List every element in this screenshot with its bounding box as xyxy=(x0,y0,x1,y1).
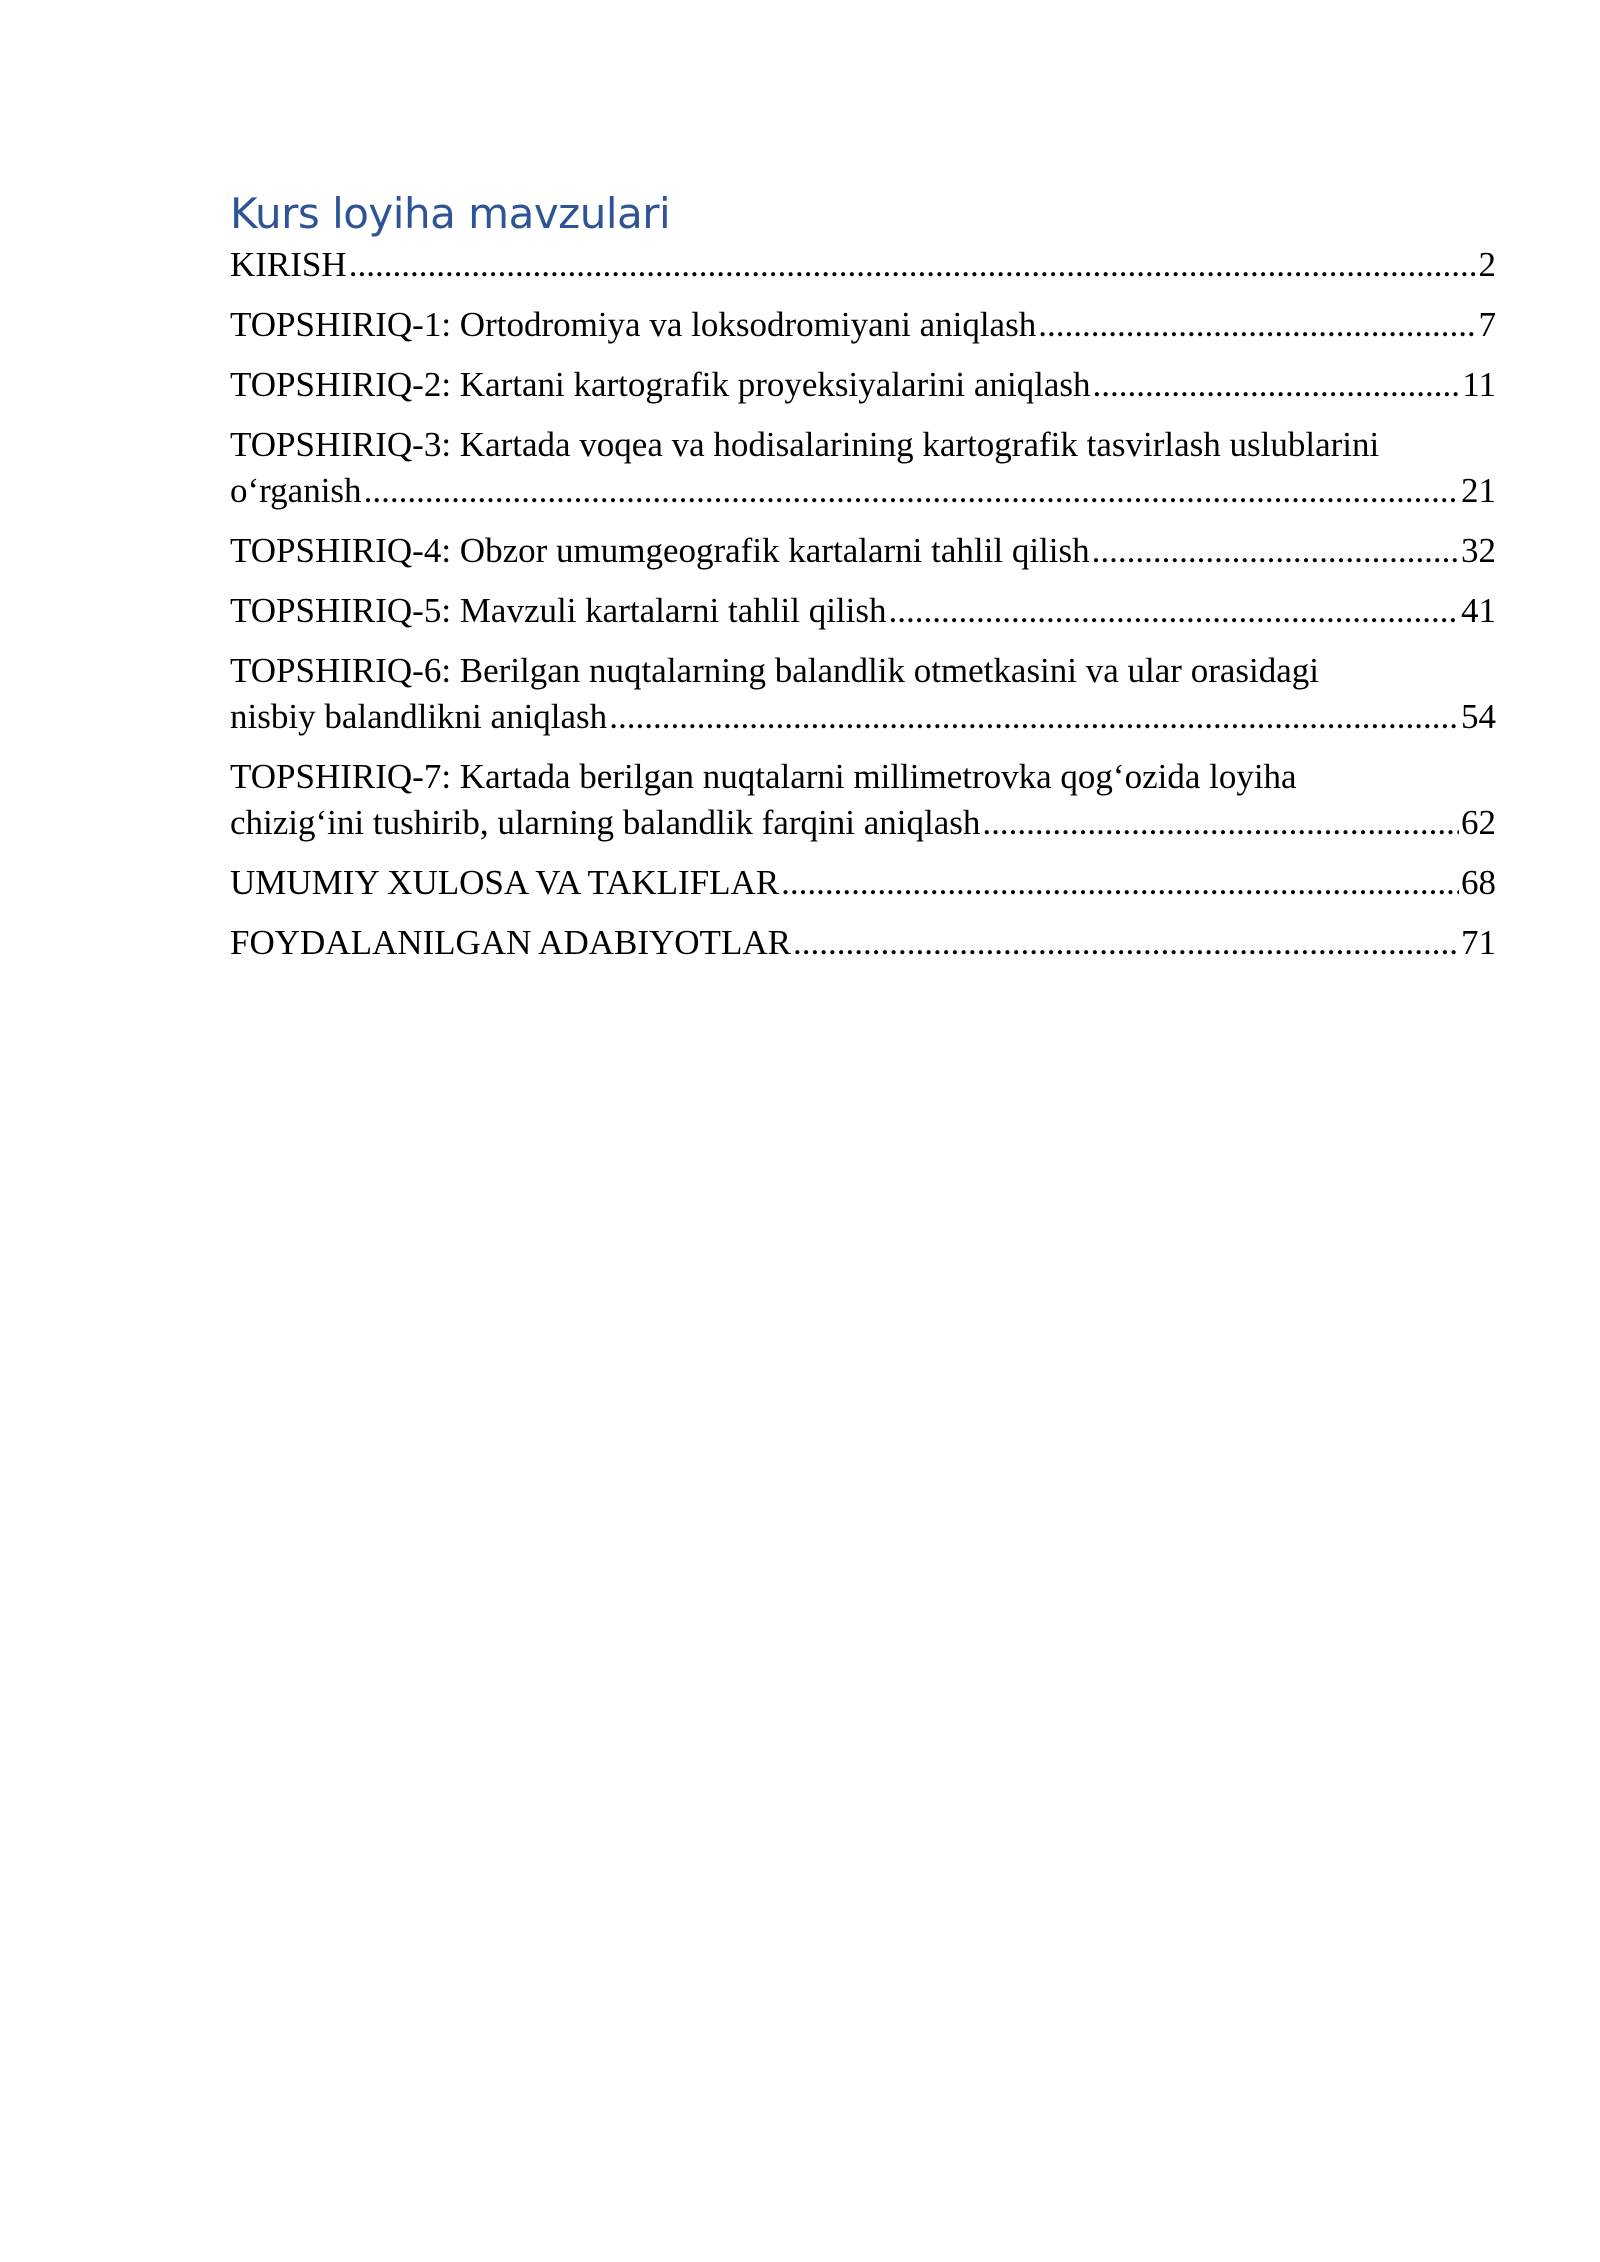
dot-leader xyxy=(349,242,1477,288)
toc-entry-last-line xyxy=(230,694,1496,740)
toc-entry[interactable] xyxy=(230,362,1496,408)
toc-entry-last-line xyxy=(230,920,1496,966)
toc-entry-text-line: TOPSHIRIQ-1: Ortodromiya va loksodromiyani aniqlash xyxy=(230,305,1037,344)
toc-entry-text-line: TOPSHIRIQ-6: Berilgan nuqtalarning balandlik otmetkasini va ular orasidagi xyxy=(230,651,1319,690)
toc-page-number: 62 xyxy=(1461,803,1496,842)
toc-entry[interactable] xyxy=(230,920,1496,966)
toc-page-number: 2 xyxy=(1478,245,1496,284)
dot-leader xyxy=(1093,362,1461,408)
toc-entry-last-line xyxy=(230,528,1496,574)
dot-leader xyxy=(609,694,1459,740)
toc-page-number: 7 xyxy=(1478,305,1496,344)
toc-page-number: 41 xyxy=(1461,591,1496,630)
toc-entry-text-line: o‘rganish xyxy=(230,471,362,510)
toc-entry-last-line xyxy=(230,468,1496,514)
toc-entry-text-line: TOPSHIRIQ-7: Kartada berilgan nuqtalarni millimetrovka qog‘ozida loyiha xyxy=(230,757,1297,796)
table-of-contents xyxy=(230,186,1496,980)
dot-leader xyxy=(1038,302,1476,348)
toc-entry-text-line: KIRISH xyxy=(230,245,347,284)
toc-entry-last-line xyxy=(230,800,1496,846)
toc-entry-text-line: UMUMIY XULOSA VA TAKLIFLAR xyxy=(230,863,780,902)
toc-entry-text-line: TOPSHIRIQ-2: Kartani kartografik proyeksiyalarini aniqlash xyxy=(230,365,1091,404)
dot-leader xyxy=(364,468,1459,514)
toc-entry-text-line: FOYDALANILGAN ADABIYOTLAR xyxy=(230,923,791,962)
toc-entry[interactable] xyxy=(230,302,1496,348)
toc-entry-text-line: nisbiy balandlikni aniqlash xyxy=(230,697,608,736)
toc-entry-last-line xyxy=(230,588,1496,634)
toc-entry-text-line: TOPSHIRIQ-5: Mavzuli kartalarni tahlil qilish xyxy=(230,591,887,630)
toc-entry[interactable] xyxy=(230,242,1496,288)
toc-entry-last-line xyxy=(230,860,1496,906)
toc-entry-last-line xyxy=(230,242,1496,288)
toc-entry[interactable] xyxy=(230,422,1496,514)
toc-entry-text-line: TOPSHIRIQ-3: Kartada voqea va hodisalarining kartografik tasvirlash uslublarini xyxy=(230,425,1380,464)
toc-entry-last-line xyxy=(230,362,1496,408)
toc-title: Kurs loyiha mavzulari xyxy=(230,189,671,238)
toc-entry-text-line: chizig‘ini tushirib, ularning balandlik farqini aniqlash xyxy=(230,803,981,842)
dot-leader xyxy=(982,800,1459,846)
toc-entry[interactable] xyxy=(230,860,1496,906)
dot-leader xyxy=(889,588,1460,634)
toc-entry-last-line xyxy=(230,302,1496,348)
toc-list xyxy=(230,242,1496,966)
toc-entry[interactable] xyxy=(230,648,1496,740)
dot-leader xyxy=(781,860,1459,906)
toc-entry[interactable] xyxy=(230,528,1496,574)
toc-page-number: 54 xyxy=(1461,697,1496,736)
dot-leader xyxy=(1092,528,1459,574)
dot-leader xyxy=(793,920,1459,966)
toc-page-number: 11 xyxy=(1462,365,1496,404)
toc-entry[interactable] xyxy=(230,754,1496,846)
toc-page-number: 32 xyxy=(1461,531,1496,570)
toc-entry-text-line: TOPSHIRIQ-4: Obzor umumgeografik kartalarni tahlil qilish xyxy=(230,531,1090,570)
toc-page-number: 21 xyxy=(1461,471,1496,510)
toc-page-number: 71 xyxy=(1461,923,1496,962)
toc-page-number: 68 xyxy=(1461,863,1496,902)
toc-entry[interactable] xyxy=(230,588,1496,634)
